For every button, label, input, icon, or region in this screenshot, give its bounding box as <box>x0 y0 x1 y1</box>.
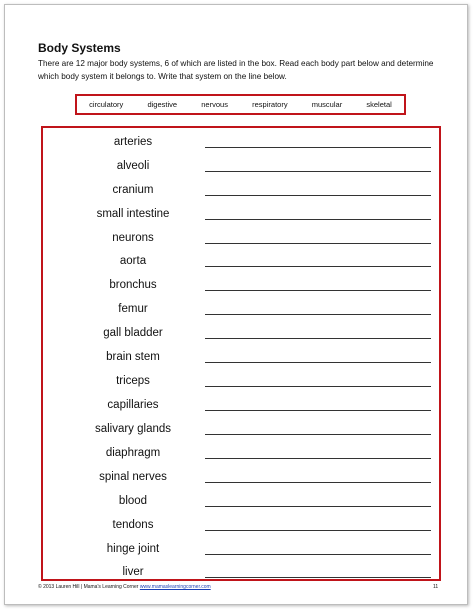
answer-line[interactable] <box>205 554 431 555</box>
word-bank-item: skeletal <box>366 100 392 109</box>
body-part-term: triceps <box>116 375 150 387</box>
answer-row <box>43 327 439 345</box>
answer-row <box>43 208 439 226</box>
body-part-term: arteries <box>113 136 153 148</box>
answer-line[interactable] <box>205 410 431 411</box>
answer-row <box>43 184 439 202</box>
page-number: 11 <box>433 584 439 590</box>
answer-line[interactable] <box>205 362 431 363</box>
body-part-term: femur <box>118 303 148 315</box>
body-part-term: alveoli <box>116 160 150 172</box>
body-part-term: liver <box>122 566 144 578</box>
body-part-term: neurons <box>112 232 154 244</box>
answer-row <box>43 399 439 417</box>
answer-row <box>43 423 439 441</box>
answer-line[interactable] <box>205 314 431 315</box>
answer-line[interactable] <box>205 434 431 435</box>
copyright-text: © 2013 Lauren Hill | Mama's Learning Corner <box>38 584 139 590</box>
answer-line[interactable] <box>205 577 431 578</box>
footer-link[interactable]: www.mamaslearningcorner.com <box>139 584 211 590</box>
answer-row <box>43 160 439 178</box>
answer-row <box>43 255 439 273</box>
answer-line[interactable] <box>205 386 431 387</box>
answer-line[interactable] <box>205 195 431 196</box>
answer-row <box>43 232 439 250</box>
answer-line[interactable] <box>205 290 431 291</box>
answer-line[interactable] <box>205 506 431 507</box>
word-bank-item: respiratory <box>252 100 288 109</box>
answer-row <box>43 303 439 321</box>
answer-row <box>43 543 439 561</box>
body-part-term: diaphragm <box>105 447 161 459</box>
answer-row <box>43 279 439 297</box>
body-part-term: blood <box>118 495 148 507</box>
answer-line[interactable] <box>205 147 431 148</box>
body-part-term: small intestine <box>96 208 170 220</box>
word-bank <box>75 94 406 115</box>
answer-row <box>43 495 439 513</box>
answer-line[interactable] <box>205 530 431 531</box>
body-part-term: aorta <box>119 255 147 267</box>
body-part-term: brain stem <box>106 351 160 363</box>
word-bank-item: circulatory <box>89 100 124 109</box>
word-bank-item: nervous <box>201 100 228 109</box>
word-bank-item: digestive <box>147 100 178 109</box>
answer-row <box>43 566 439 584</box>
body-part-term: gall bladder <box>103 327 163 339</box>
answer-line[interactable] <box>205 219 431 220</box>
answer-line[interactable] <box>205 243 431 244</box>
answer-row <box>43 375 439 393</box>
answer-line[interactable] <box>205 458 431 459</box>
answer-line[interactable] <box>205 171 431 172</box>
answer-box <box>41 126 441 581</box>
body-part-term: spinal nerves <box>99 471 167 483</box>
answer-row <box>43 519 439 537</box>
footer-copyright <box>38 584 211 590</box>
body-part-term: bronchus <box>109 279 157 291</box>
body-part-term: hinge joint <box>106 543 160 555</box>
body-part-term: tendons <box>112 519 154 531</box>
answer-row <box>43 136 439 154</box>
answer-row <box>43 447 439 465</box>
answer-row <box>43 351 439 369</box>
body-part-term: capillaries <box>107 399 159 411</box>
word-bank-item: muscular <box>311 100 343 109</box>
page-title: Body Systems <box>38 41 121 55</box>
answer-line[interactable] <box>205 482 431 483</box>
body-part-term: cranium <box>112 184 154 196</box>
answer-row <box>43 471 439 489</box>
answer-line[interactable] <box>205 266 431 267</box>
answer-line[interactable] <box>205 338 431 339</box>
worksheet-page <box>4 4 468 605</box>
instructions-text: There are 12 major body systems, 6 of which are listed in the box. Read each body part below and determine which body system it belongs to. Write that system on the line below. <box>38 59 434 81</box>
body-part-term: salivary glands <box>94 423 172 435</box>
